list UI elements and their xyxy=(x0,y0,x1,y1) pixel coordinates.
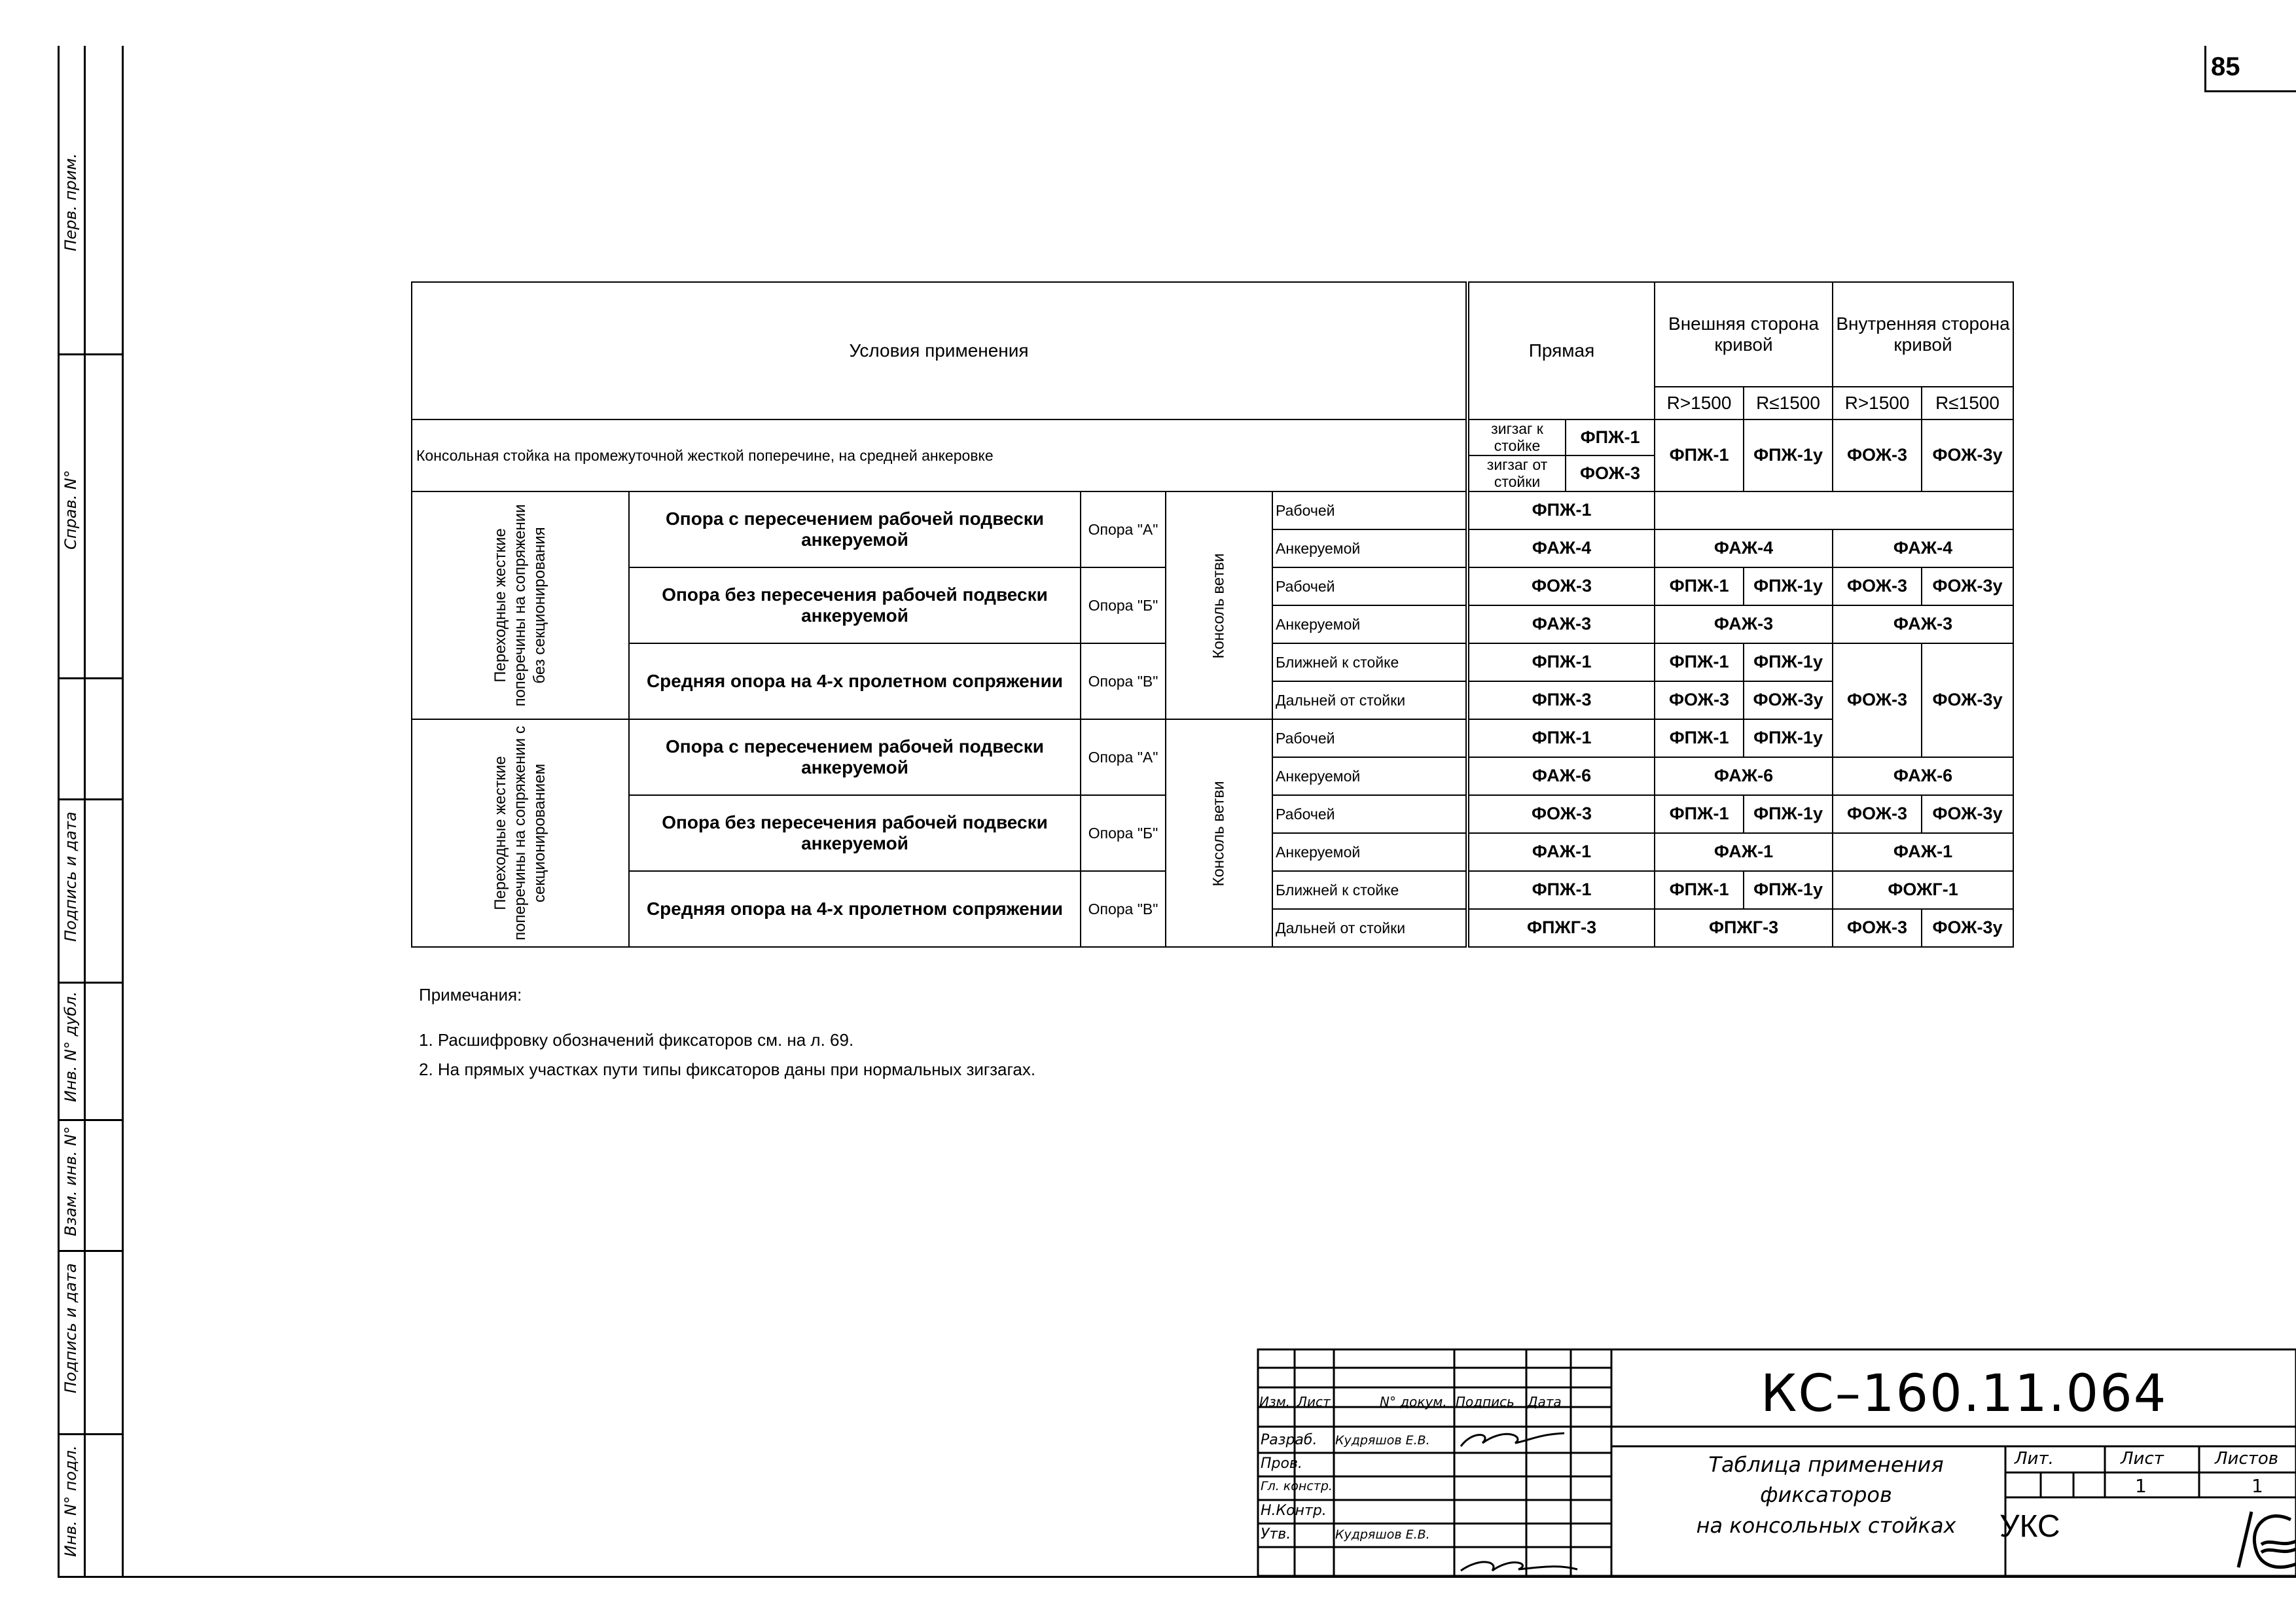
stamp-podp-data-1: Подпись и дата xyxy=(62,812,80,942)
stamp-vzam-inv: Взам. инв. N° xyxy=(62,1126,80,1236)
g2-out-le-a1: ФПЖ-1у xyxy=(1744,719,1833,757)
g2-desc-c: Средняя опора на 4-х пролетном сопряжении xyxy=(629,871,1081,947)
tb-sheets-value: 1 xyxy=(2251,1475,2263,1497)
g1-desc-b: Опора без пересечения рабочей подвески анкеруемой xyxy=(629,567,1081,643)
g1-console-label-text: Консоль ветви xyxy=(1210,553,1228,659)
g1-support-b: Опора "Б" xyxy=(1081,567,1166,643)
group2-label xyxy=(412,719,629,947)
zigzag-to-value: ФПЖ-1 xyxy=(1566,419,1655,455)
document-title xyxy=(1617,1450,2036,1541)
g2-out-gt-c1: ФПЖ-1 xyxy=(1655,871,1744,909)
tb-razrab-name: Кудряшов Е.В. xyxy=(1335,1433,1430,1448)
g2-support-b: Опора "Б" xyxy=(1081,795,1166,871)
consol-inner-r-le: ФОЖ-3у xyxy=(1922,419,2013,491)
zigzag-from-value: ФОЖ-3 xyxy=(1566,455,1655,491)
g2-branch-b1: Рабочей xyxy=(1272,795,1467,833)
note-2: 2. На прямых участках пути типы фиксаторов даны при нормальных зигзагах. xyxy=(419,1060,1036,1079)
document-title-line1: Таблица применения xyxy=(1708,1452,1944,1477)
g1-in-le-shared: ФОЖ-3у xyxy=(1922,643,2013,757)
tb-col-list: Лист xyxy=(1297,1394,1331,1410)
page-number: 85 xyxy=(2211,52,2240,81)
consol-outer-r-le: ФПЖ-1у xyxy=(1744,419,1833,491)
g1-branch-b1: Рабочей xyxy=(1272,567,1467,605)
g1-out-gt-c2: ФОЖ-3 xyxy=(1655,681,1744,719)
g1-outer-a2: ФАЖ-4 xyxy=(1655,529,1833,567)
organization-name: УКС xyxy=(2000,1509,2060,1544)
g2-support-a: Опора "А" xyxy=(1081,719,1166,795)
zigzag-to-label: зигзаг к стойке xyxy=(1467,419,1566,455)
page-number-frame xyxy=(2204,46,2206,92)
tb-razrab: Разраб. xyxy=(1261,1432,1318,1448)
g2-in-gt-c2: ФОЖ-3 xyxy=(1833,909,1922,947)
g2-console-label xyxy=(1166,719,1272,947)
g2-in-le-c2: ФОЖ-3у xyxy=(1922,909,2013,947)
header-outer-side: Внешняя сторона кривой xyxy=(1655,282,1833,387)
header-straight: Прямая xyxy=(1467,282,1655,419)
g2-inner-c1: ФОЖГ-1 xyxy=(1833,871,2013,909)
consol-inner-r-gt: ФОЖ-3 xyxy=(1833,419,1922,491)
g2-straight-b2: ФАЖ-1 xyxy=(1467,833,1655,871)
tb-col-doc: N° докум. xyxy=(1380,1394,1447,1410)
stamp-inv-dubl: Инв. N° дубл. xyxy=(62,991,80,1102)
g2-branch-c2: Дальней от стойки xyxy=(1272,909,1467,947)
tb-col-date: Дата xyxy=(1528,1394,1562,1410)
stamp-podp-data-2: Подпись и дата xyxy=(62,1263,80,1393)
g2-outer-a2: ФАЖ-6 xyxy=(1655,757,1833,795)
header-inner-side: Внутренняя сторона кривой xyxy=(1833,282,2013,387)
header-inner-r-gt: R>1500 xyxy=(1833,387,1922,419)
g2-out-gt-b1: ФПЖ-1 xyxy=(1655,795,1744,833)
document-code: КС–160.11.064 xyxy=(1761,1364,2168,1423)
g1-straight-c1: ФПЖ-1 xyxy=(1467,643,1655,681)
g1-in-gt-b1: ФОЖ-3 xyxy=(1833,567,1922,605)
g2-straight-c1: ФПЖ-1 xyxy=(1467,871,1655,909)
g2-inner-b2: ФАЖ-1 xyxy=(1833,833,2013,871)
g1-branch-a2: Анкеруемой xyxy=(1272,529,1467,567)
g2-straight-a2: ФАЖ-6 xyxy=(1467,757,1655,795)
g1-straight-a1: ФПЖ-1 xyxy=(1467,491,1655,529)
g1-in-gt-shared: ФОЖ-3 xyxy=(1833,643,1922,757)
g2-branch-a2: Анкеруемой xyxy=(1272,757,1467,795)
g2-in-le-b1: ФОЖ-3у xyxy=(1922,795,2013,833)
g2-console-label-text: Консоль ветви xyxy=(1210,781,1228,887)
g2-out-gt-a1: ФПЖ-1 xyxy=(1655,719,1744,757)
g2-straight-c2: ФПЖГ-3 xyxy=(1467,909,1655,947)
tb-col-izm: Изм. xyxy=(1259,1394,1291,1410)
g1-support-c: Опора "В" xyxy=(1081,643,1166,719)
zigzag-from-label: зигзаг от стойки xyxy=(1467,455,1566,491)
tb-prov: Пров. xyxy=(1261,1455,1302,1472)
tb-gl-konstr: Гл. констр. xyxy=(1261,1479,1333,1493)
g1-straight-b1: ФОЖ-3 xyxy=(1467,567,1655,605)
tb-n-kontr: Н.Контр. xyxy=(1261,1503,1327,1519)
g2-inner-a2: ФАЖ-6 xyxy=(1833,757,2013,795)
g1-branch-c1: Ближней к стойке xyxy=(1272,643,1467,681)
header-outer-r-gt: R>1500 xyxy=(1655,387,1744,419)
g2-outer-b2: ФАЖ-1 xyxy=(1655,833,1833,871)
g1-out-gt-c1: ФПЖ-1 xyxy=(1655,643,1744,681)
tb-lit-label: Лит. xyxy=(2015,1449,2054,1469)
group1-label xyxy=(412,491,629,719)
g1-out-le-b1: ФПЖ-1у xyxy=(1744,567,1833,605)
g1-inner-a2: ФАЖ-4 xyxy=(1833,529,2013,567)
tb-sheets-label: Листов xyxy=(2215,1449,2279,1469)
consol-outer-r-gt: ФПЖ-1 xyxy=(1655,419,1744,491)
g1-out-le-c2: ФОЖ-3у xyxy=(1744,681,1833,719)
g1-console-label xyxy=(1166,491,1272,719)
g2-out-le-b1: ФПЖ-1у xyxy=(1744,795,1833,833)
g2-in-gt-b1: ФОЖ-3 xyxy=(1833,795,1922,833)
document-title-line2: фиксаторов xyxy=(1760,1482,1892,1508)
consol-row-label: Консольная стойка на промежуточной жесткой поперечине, на средней анкеровке xyxy=(412,419,1467,491)
g2-straight-b1: ФОЖ-3 xyxy=(1467,795,1655,833)
g1-empty-a1 xyxy=(1655,491,2013,529)
page-number-frame-bottom xyxy=(2204,90,2296,92)
g1-inner-b2: ФАЖ-3 xyxy=(1833,605,2013,643)
stamp-sprav-no: Справ. N° xyxy=(62,470,80,550)
g2-branch-b2: Анкеруемой xyxy=(1272,833,1467,871)
header-outer-r-le: R≤1500 xyxy=(1744,387,1833,419)
g1-outer-b2: ФАЖ-3 xyxy=(1655,605,1833,643)
g2-branch-a1: Рабочей xyxy=(1272,719,1467,757)
g1-support-a: Опора "А" xyxy=(1081,491,1166,567)
stamp-inv-podl: Инв. N° подл. xyxy=(62,1445,80,1557)
g1-branch-c2: Дальней от стойки xyxy=(1272,681,1467,719)
g1-branch-b2: Анкеруемой xyxy=(1272,605,1467,643)
g1-desc-c: Средняя опора на 4-х пролетном сопряжении xyxy=(629,643,1081,719)
fixator-application-table xyxy=(411,281,2014,948)
note-1: 1. Расшифровку обозначений фиксаторов см. на л. 69. xyxy=(419,1030,854,1050)
notes-block xyxy=(419,985,1035,1089)
g1-straight-a2: ФАЖ-4 xyxy=(1467,529,1655,567)
tb-col-sign: Подпись xyxy=(1456,1394,1515,1410)
g2-support-c: Опора "В" xyxy=(1081,871,1166,947)
g2-desc-a: Опора с пересечением рабочей подвески анкеруемой xyxy=(629,719,1081,795)
document-title-line3: на консольных стойках xyxy=(1696,1512,1956,1538)
stamp-perv-prim: Перв. прим. xyxy=(62,153,80,251)
g1-out-le-c1: ФПЖ-1у xyxy=(1744,643,1833,681)
g1-desc-a: Опора с пересечением рабочей подвески анкеруемой xyxy=(629,491,1081,567)
header-inner-r-le: R≤1500 xyxy=(1922,387,2013,419)
tb-sheet-label: Лист xyxy=(2121,1449,2164,1469)
g2-desc-b: Опора без пересечения рабочей подвески анкеруемой xyxy=(629,795,1081,871)
g2-out-le-c1: ФПЖ-1у xyxy=(1744,871,1833,909)
tb-utv: Утв. xyxy=(1261,1526,1291,1543)
tb-sheet-value: 1 xyxy=(2135,1475,2147,1497)
g1-in-le-b1: ФОЖ-3у xyxy=(1922,567,2013,605)
g2-straight-a1: ФПЖ-1 xyxy=(1467,719,1655,757)
g2-outer-c2: ФПЖГ-3 xyxy=(1655,909,1833,947)
g2-branch-c1: Ближней к стойке xyxy=(1272,871,1467,909)
g1-out-gt-b1: ФПЖ-1 xyxy=(1655,567,1744,605)
logo-icon xyxy=(2238,1512,2296,1567)
group1-label-text: Переходные жесткие поперечины на сопряжении без секционирования xyxy=(492,504,548,707)
tb-utv-name: Кудряшов Е.В. xyxy=(1335,1527,1430,1542)
g1-branch-a1: Рабочей xyxy=(1272,491,1467,529)
header-conditions: Условия применения xyxy=(412,282,1467,419)
g1-straight-b2: ФАЖ-3 xyxy=(1467,605,1655,643)
g1-straight-c2: ФПЖ-3 xyxy=(1467,681,1655,719)
group2-label-text: Переходные жесткие поперечины на сопряжении с секционированием xyxy=(492,725,548,940)
notes-title: Примечания: xyxy=(419,985,522,1005)
